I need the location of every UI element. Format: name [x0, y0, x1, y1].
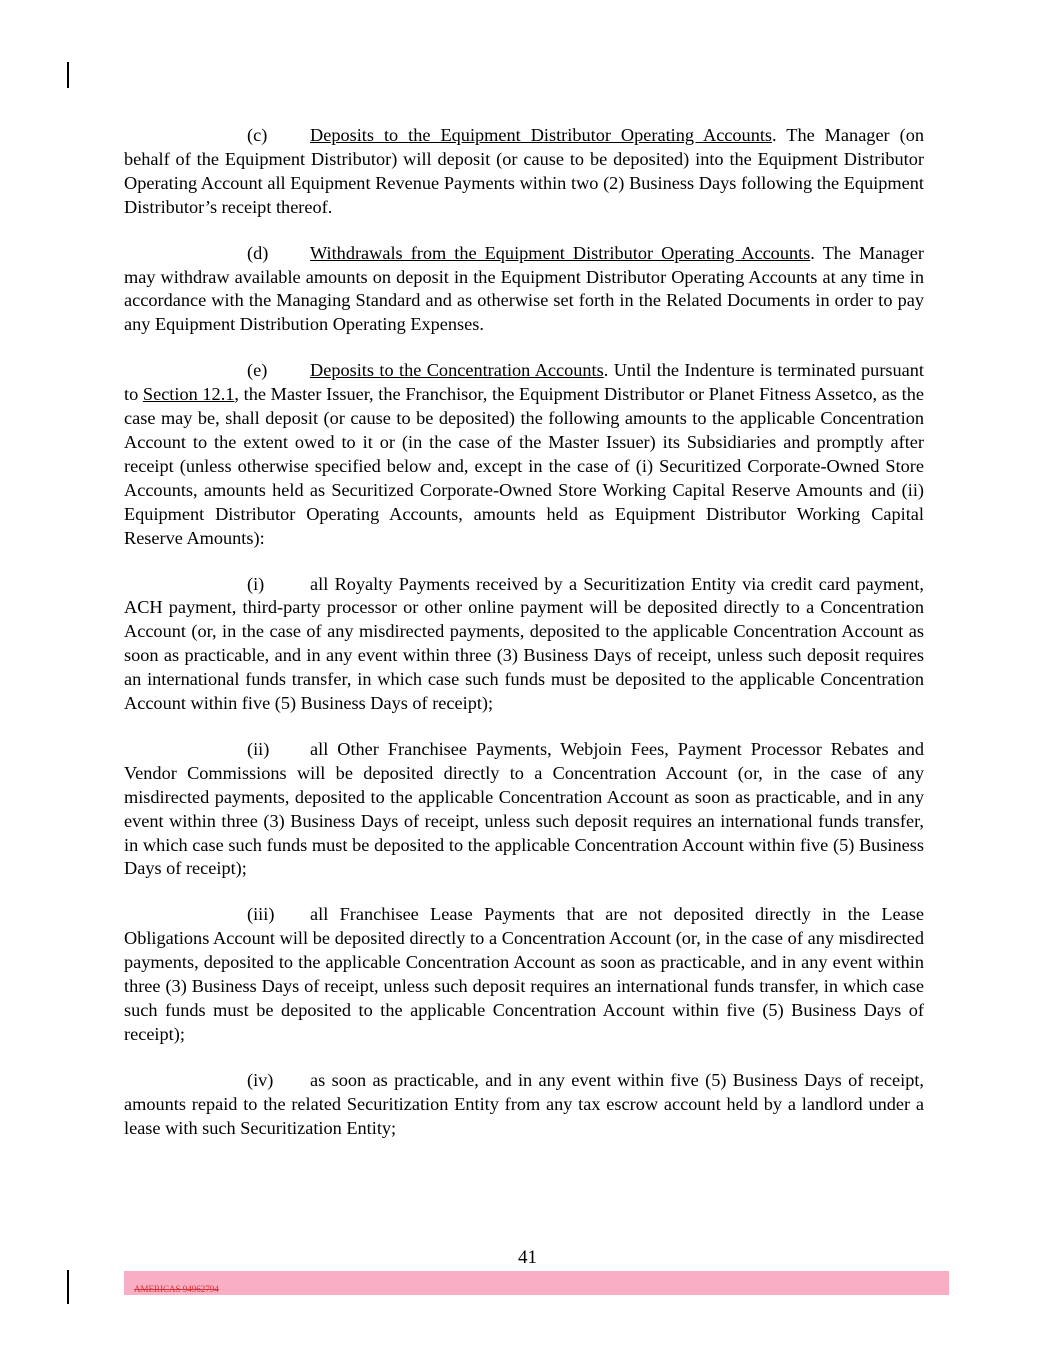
footer-band [124, 1271, 949, 1295]
paragraph-text: as soon as practicable, and in any event within five (5) Business Days of receipt, amounts repaid to the related Securitization Entity from any tax escrow account held by a landlord under a lease with such Securitization Entity; [124, 1069, 924, 1138]
section-reference: Section 12.1 [142, 384, 235, 405]
paragraph-heading: Withdrawals from the Equipment Distributor Operating Accounts [310, 242, 811, 263]
change-bar-top [67, 62, 69, 88]
paragraph-ii [124, 738, 924, 881]
paragraph-text: . The Manager (on behalf of the Equipment Distributor) will deposit (or cause to be deposited) into the Equipment Distributor Operating Account all Equipment Revenue Payments within two (2) Business Days following the Equipment Distributor’s receipt thereof. [124, 125, 924, 217]
enum-label: (iii) [247, 904, 275, 925]
paragraph-text: all Franchisee Lease Payments that are not deposited directly in the Lease Obligations Account will be deposited directly to a Concentration Account (or, in the case of any misdirected payments, deposited to the applicable Concentration Account as soon as practicable, and in any event within three (3) Business Days of receipt, unless such deposit requires an international funds transfer, in which case such funds must be deposited to the applicable Concentration Account within five (5) Business Days of receipt); [124, 904, 924, 1044]
paragraph-iv [124, 1069, 924, 1141]
paragraph-i [124, 573, 924, 716]
paragraph-c [124, 124, 924, 220]
enum-label: (d) [247, 242, 269, 263]
page-number: 41 [518, 1247, 537, 1268]
change-bar-bottom [67, 1270, 69, 1304]
paragraph-iii [124, 903, 924, 1046]
paragraph-heading: Deposits to the Equipment Distributor Operating Accounts [310, 125, 773, 145]
paragraph-text: . Until the Indenture is terminated pursuant to [124, 360, 924, 405]
paragraph-text: all Other Franchisee Payments, Webjoin Fees, Payment Processor Rebates and Vendor Commissions will be deposited directly to a Concentration Account (or, in the case of any misdirected payments, deposited to the applicable Concentration Account as soon as practicable, and in any event within three (3) Business Days of receipt, unless such deposit requires an international funds transfer, in which case such funds must be deposited to the applicable Concentration Account within five (5) Business Days of receipt); [124, 738, 924, 879]
enum-label: (i) [247, 573, 265, 594]
enum-label: (ii) [247, 738, 270, 759]
enum-label: (iv) [247, 1069, 274, 1090]
document-body [124, 124, 924, 1163]
paragraph-text: . The Manager may withdraw available amounts on deposit in the Equipment Distributor Operating Accounts at any time in accordance with the Managing Standard and as otherwise set forth in the Related Documents in order to pay any Equipment Distribution Operating Expenses. [124, 242, 924, 335]
document-id: AMERICAS 94962794 [134, 1284, 219, 1294]
paragraph-e [124, 359, 924, 550]
paragraph-text: all Royalty Payments received by a Securitization Entity via credit card payment, ACH payment, third-party processor or other online payment will be deposited directly to a Concentration Account (or, in the case of any misdirected payments, deposited to the applicable Concentration Account as soon as practicable, and in any event within three (3) Business Days of receipt, unless such deposit requires an international funds transfer, in which case such funds must be deposited to the applicable Concentration Account within five (5) Business Days of receipt); [124, 573, 924, 714]
paragraph-d [124, 242, 924, 338]
enum-label: (c) [247, 125, 268, 145]
enum-label: (e) [247, 360, 268, 381]
paragraph-text: , the Master Issuer, the Franchisor, the Equipment Distributor or Planet Fitness Assetco, as the case may be, shall deposit (or cause to be deposited) the following amounts to the applicable Concentration Account to the extent owed to it or (in the case of the Master Issuer) its Subsidiaries and promptly after receipt (unless otherwise specified below and, except in the case of (i) Securitized Corporate-Owned Store Accounts, amounts held as Securitized Corporate-Owned Store Working Capital Reserve Amounts and (ii) Equipment Distributor Operating Accounts, amounts held as Equipment Distributor Working Capital Reserve Amounts): [124, 384, 924, 548]
paragraph-heading: Deposits to the Concentration Accounts [310, 360, 604, 381]
